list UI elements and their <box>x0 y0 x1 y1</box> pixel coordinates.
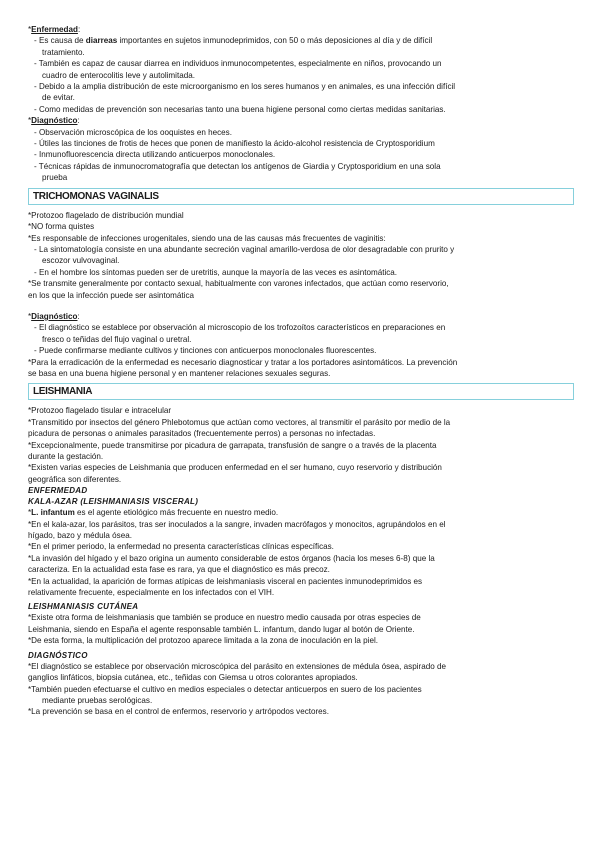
text-line: hígado, bazo y médula ósea. <box>28 531 132 541</box>
text-line: *En el kala-azar, los parásitos, tras ser inoculados a la sangre, invaden macrófagos y monocitos, agrupándolos en el <box>28 519 446 529</box>
text-line: picadura de personas o animales parasitados (frecuentemente perros) a personas no infectadas. <box>28 429 376 439</box>
kala-azar-subheading: KALA-AZAR (LEISHMANIASIS VISCERAL) <box>28 497 199 507</box>
text-line: ganglios linfáticos, biopsia cutánea, etc., teñidas con Giemsa u otros colorantes apropiados. <box>28 673 358 683</box>
text-line: prueba <box>42 173 68 183</box>
text-line: se basa en una buena higiene personal y en mantener relaciones sexuales seguras. <box>28 368 331 378</box>
text-line: *NO forma quistes <box>28 222 95 232</box>
text-line: - Debido a la amplia distribución de este microorganismo en los seres humanos y en animales, es una infección difícil <box>34 82 456 92</box>
text-line: - Observación microscópica de los ooquistes en heces. <box>34 127 232 137</box>
text-line: geográfica son diferentes. <box>28 474 122 484</box>
text-line: *Existe otra forma de leishmaniasis que también se produce en nuestro medio causada por otras especies de <box>28 613 421 623</box>
text-line: - El diagnóstico se establece por observación al microscopio de los trofozoítos característicos en preparaciones en <box>34 323 446 333</box>
leishmaniasis-cutanea-subheading: LEISHMANIASIS CUTÁNEA <box>28 602 139 612</box>
text-line: - Como medidas de prevención son necesarias tanto una buena higiene personal como ciertas medidas sanitarias. <box>34 104 446 114</box>
diagnostico-heading: *Diagnóstico: <box>28 311 80 321</box>
text-line: *De esta forma, la multiplicación del protozoo aparece limitada a la zona de inoculación en la piel. <box>28 636 379 646</box>
text-line: en los que la infección puede ser asintomática <box>28 290 195 300</box>
text-line: caracteriza. En la actualidad esta fase es rara, ya que el diagnóstico es más precoz. <box>28 565 330 575</box>
enfermedad-subheading: ENFERMEDAD <box>28 486 88 496</box>
text-line: Leishmania, siendo en España el agente responsable también L. infantum, dando lugar al botón de Oriente. <box>28 624 415 634</box>
text-line: - También es capaz de causar diarrea en individuos inmunocompetentes, especialmente en niños, provocando un <box>34 59 442 69</box>
text-line: - Útiles las tinciones de frotis de heces que ponen de manifiesto la ácido-alcohol resistencia de Cryptosporidium <box>34 139 435 149</box>
text-line: mediante pruebas serológicas. <box>42 695 153 705</box>
text-line: - Inmunofluorescencia directa utilizando anticuerpos monoclonales. <box>34 150 276 160</box>
text-line: *También pueden efectuarse el cultivo en medios especiales o detectar anticuerpos en suero de los pacientes <box>28 684 422 694</box>
text-line: *Existen varias especies de Leishmania que producen enfermedad en el ser humano, cuyo reservorio y distribución <box>28 463 442 473</box>
text-line: *Excepcionalmente, puede transmitirse por picadura de garrapata, transfusión de sangre o a través de la placenta <box>28 440 437 450</box>
section-header-trichomonas: TRICHOMONAS VAGINALIS <box>28 188 574 205</box>
text-line: fresco o teñidas del flujo vaginal o uretral. <box>42 334 192 344</box>
text-line: *Protozoo flagelado tisular e intracelular <box>28 406 172 416</box>
text-line: - Puede confirmarse mediante cultivos y tinciones con anticuerpos monoclonales fluorescentes. <box>34 346 377 356</box>
text-line: de evitar. <box>42 93 75 103</box>
diagnostico-heading: *Diagnóstico: <box>28 116 80 126</box>
text-line: *La prevención se basa en el control de enfermos, reservorio y artrópodos vectores. <box>28 707 329 717</box>
text-line: *En la actualidad, la aparición de formas atípicas de leishmaniasis visceral en pacientes inmunodeprimidos es <box>28 576 423 586</box>
text-line: *Se transmite generalmente por contacto sexual, habitualmente con varones infectados, que actúan como reservorio, <box>28 279 449 289</box>
text-line: - Técnicas rápidas de inmunocromatografía que detectan los antígenos de Giardia y Cryptosporidium en una sola <box>34 161 441 171</box>
enfermedad-heading: *Enfermedad: <box>28 25 81 34</box>
text-line: *Para la erradicación de la enfermedad es necesario diagnosticar y tratar a los portadores asintomáticos. La prevención <box>28 357 458 367</box>
text-line: relativamente frecuente, especialmente en los infectados con el VIH. <box>28 588 275 598</box>
text-line: cuadro de enterocolitis leve y autolimitada. <box>42 70 195 80</box>
text-line: *El diagnóstico se establece por observación microscópica del parásito en extensiones de médula ósea, aspirado de <box>28 661 446 671</box>
text-line: *Transmitido por insectos del género Phlebotomus que actúan como vectores, al transmitir el parásito por medio de la <box>28 417 451 427</box>
section-header-leishmania: LEISHMANIA <box>28 383 574 400</box>
text-line: *En el primer periodo, la enfermedad no presenta características clínicas específicas. <box>28 542 334 552</box>
text-line: *Es responsable de infecciones urogenitales, siendo una de las causas más frecuentes de vaginitis: <box>28 233 386 243</box>
text-line: tratamiento. <box>42 47 85 57</box>
text-line: durante la gestación. <box>28 452 104 461</box>
text-line: - Es causa de diarreas importantes en sujetos inmunodeprimidos, con 50 o más deposiciones al día y de difícil <box>34 36 433 46</box>
diagnostico-subheading: DIAGNÓSTICO <box>28 650 88 660</box>
text-line: - La sintomatología consiste en una abundante secreción vaginal amarillo-verdosa de olor desagradable con prurito y <box>34 244 455 254</box>
text-line: escozor vulvovaginal. <box>42 256 120 266</box>
text-line: *Protozoo flagelado de distribución mundial <box>28 210 184 220</box>
spacer <box>28 301 574 311</box>
text-line: - En el hombre los síntomas pueden ser de uretritis, aunque la mayoría de las veces es asintomática. <box>34 267 398 277</box>
text-line: *La invasión del hígado y el bazo origina un aumento considerable de estos órganos (hacia los meses 6-8) que la <box>28 553 435 563</box>
text-line: *L. infantum es el agente etiológico más frecuente en nuestro medio. <box>28 508 279 518</box>
